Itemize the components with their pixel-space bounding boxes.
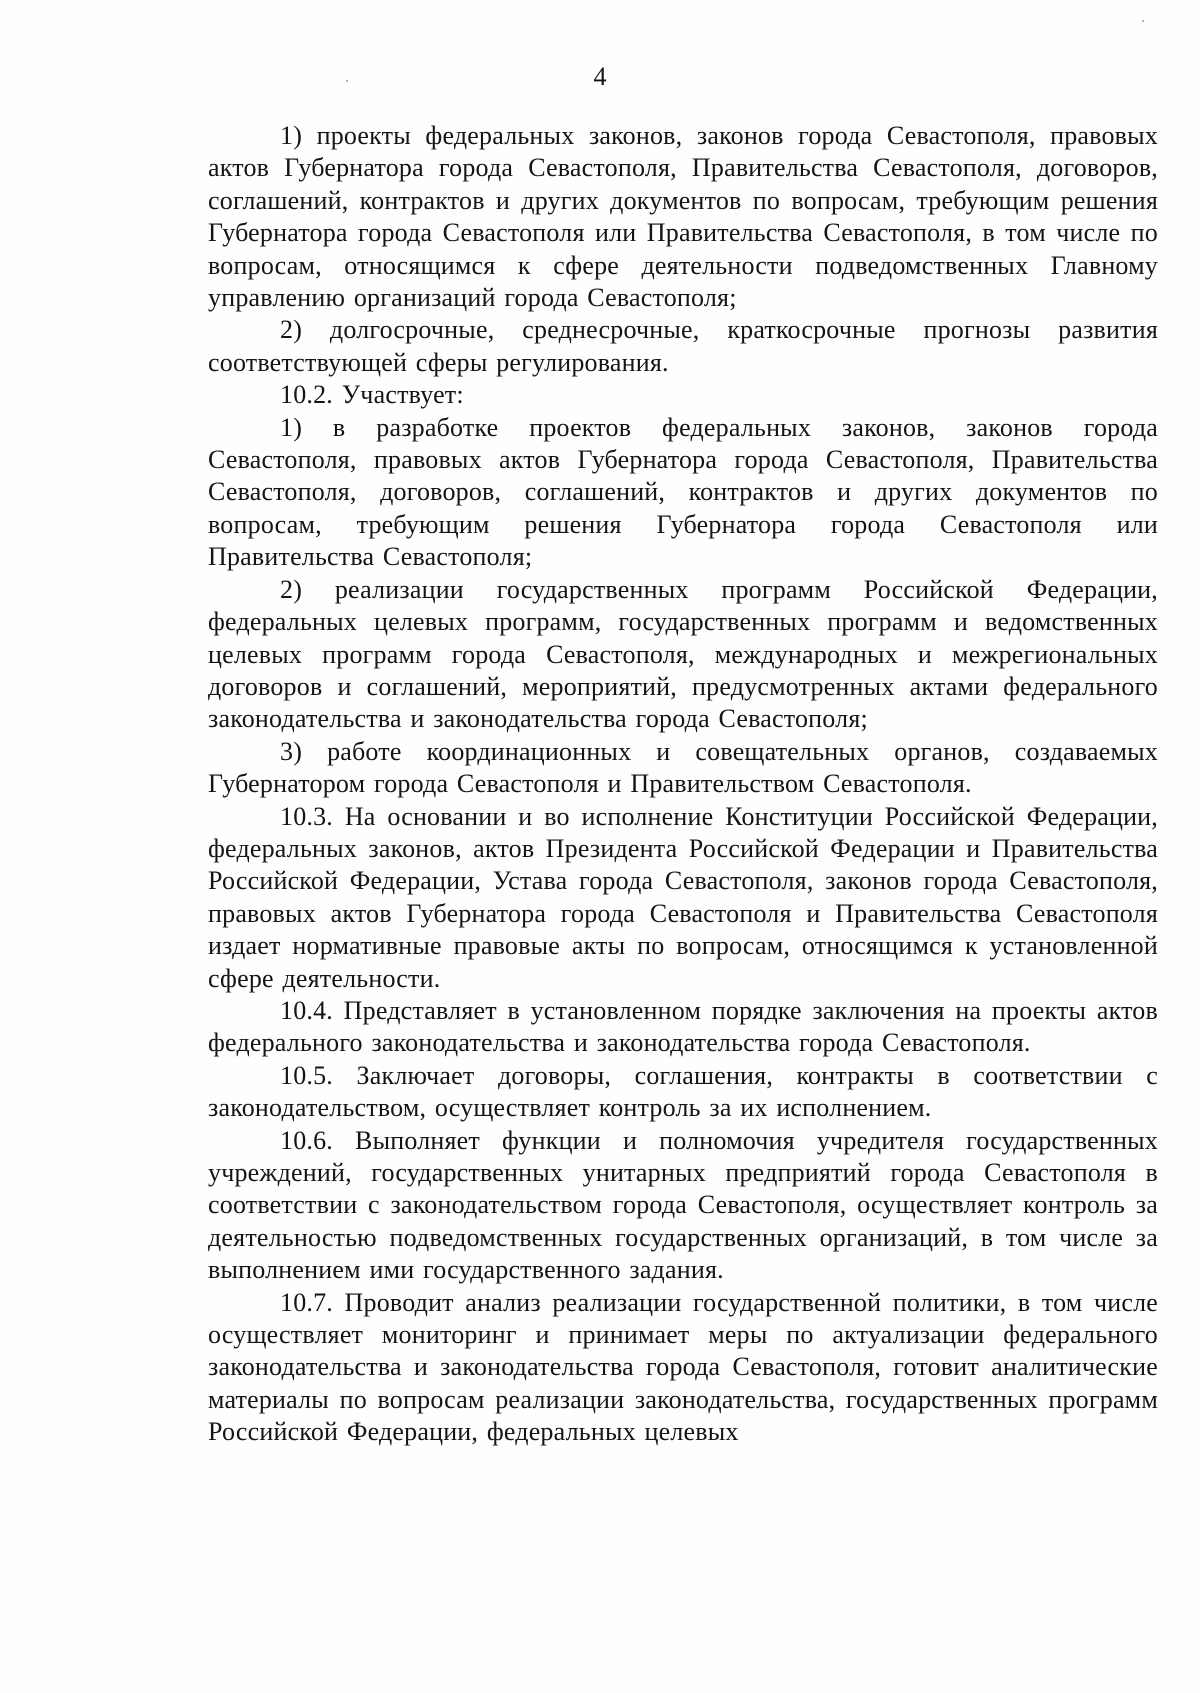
paragraph-item-1-projects: 1) проекты федеральных законов, законов города Севастополя, правовых актов Губернатора города Севастополя, Правительства Севастополя, договоров, соглашений, контрактов и других документов по вопросам, требующим решения Губернатора города Севастополя или Правительства Севастополя, в том числе по вопросам, относящимся к сфере деятельности подведомственных Главному управлению организаций города Севастополя; bbox=[208, 121, 1158, 313]
paragraph-10-2-heading: 10.2. Участвует: bbox=[280, 380, 464, 410]
paragraph-10-2-item-1: 1) в разработке проектов федеральных законов, законов города Севастополя, правовых актов Губернатора города Севастополя, Правительства Севастополя, договоров, соглашений, контрактов и других документов по вопросам, требующим решения Губернатора города Севастополя или Правительства Севастополя; bbox=[208, 412, 1158, 572]
paragraph-10-3: 10.3. На основании и во исполнение Конституции Российской Федерации, федеральных законов, актов Президента Российской Федерации и Правительства Российской Федерации, Устава города Севастополя, законов города Севастополя, правовых актов Губернатора города Севастополя и Правительства Севастополя издает нормативные правовые акты по вопросам, относящимся к установленной сфере деятельности. bbox=[208, 801, 1158, 993]
paragraph-10-2-item-2: 2) реализации государственных программ Российской Федерации, федеральных целевых программ, государственных программ и ведомственных целевых программ города Севастополя, международных и межрегиональных договоров и соглашений, мероприятий, предусмотренных актами федерального законодательства и законодательства города Севастополя; bbox=[208, 574, 1158, 734]
paragraph-10-5: 10.5. Заключает договоры, соглашения, контракты в соответствии с законодательством, осуществляет контроль за их исполнением. bbox=[208, 1060, 1158, 1123]
scan-speck bbox=[1142, 20, 1144, 22]
paragraph-10-7: 10.7. Проводит анализ реализации государственной политики, в том числе осуществляет мониторинг и принимает меры по актуализации федерального законодательства и законодательства города Севастополя, готовит аналитические материалы по вопросам реализации законодательства, государственных программ Российской Федерации, федеральных целевых bbox=[208, 1287, 1158, 1447]
paragraph-item-2-forecasts: 2) долгосрочные, среднесрочные, краткосрочные прогнозы развития соответствующей сферы регулирования. bbox=[208, 315, 1158, 377]
document-body bbox=[208, 120, 1158, 1449]
paragraph-10-6: 10.6. Выполняет функции и полномочия учредителя государственных учреждений, государственных унитарных предприятий города Севастополя в соответствии с законодательством города Севастополя, осуществляет контроль за деятельностью подведомственных государственных организаций, в том числе за выполнением ими государственного задания. bbox=[208, 1125, 1158, 1285]
page-number: 4 bbox=[593, 62, 607, 91]
paragraph-10-4: 10.4. Представляет в установленном порядке заключения на проекты актов федерального законодательства и законодательства города Севастополя. bbox=[208, 995, 1158, 1058]
paragraph-10-2-item-3: 3) работе координационных и совещательных органов, создаваемых Губернатором города Севастополя и Правительством Севастополя. bbox=[208, 736, 1158, 799]
